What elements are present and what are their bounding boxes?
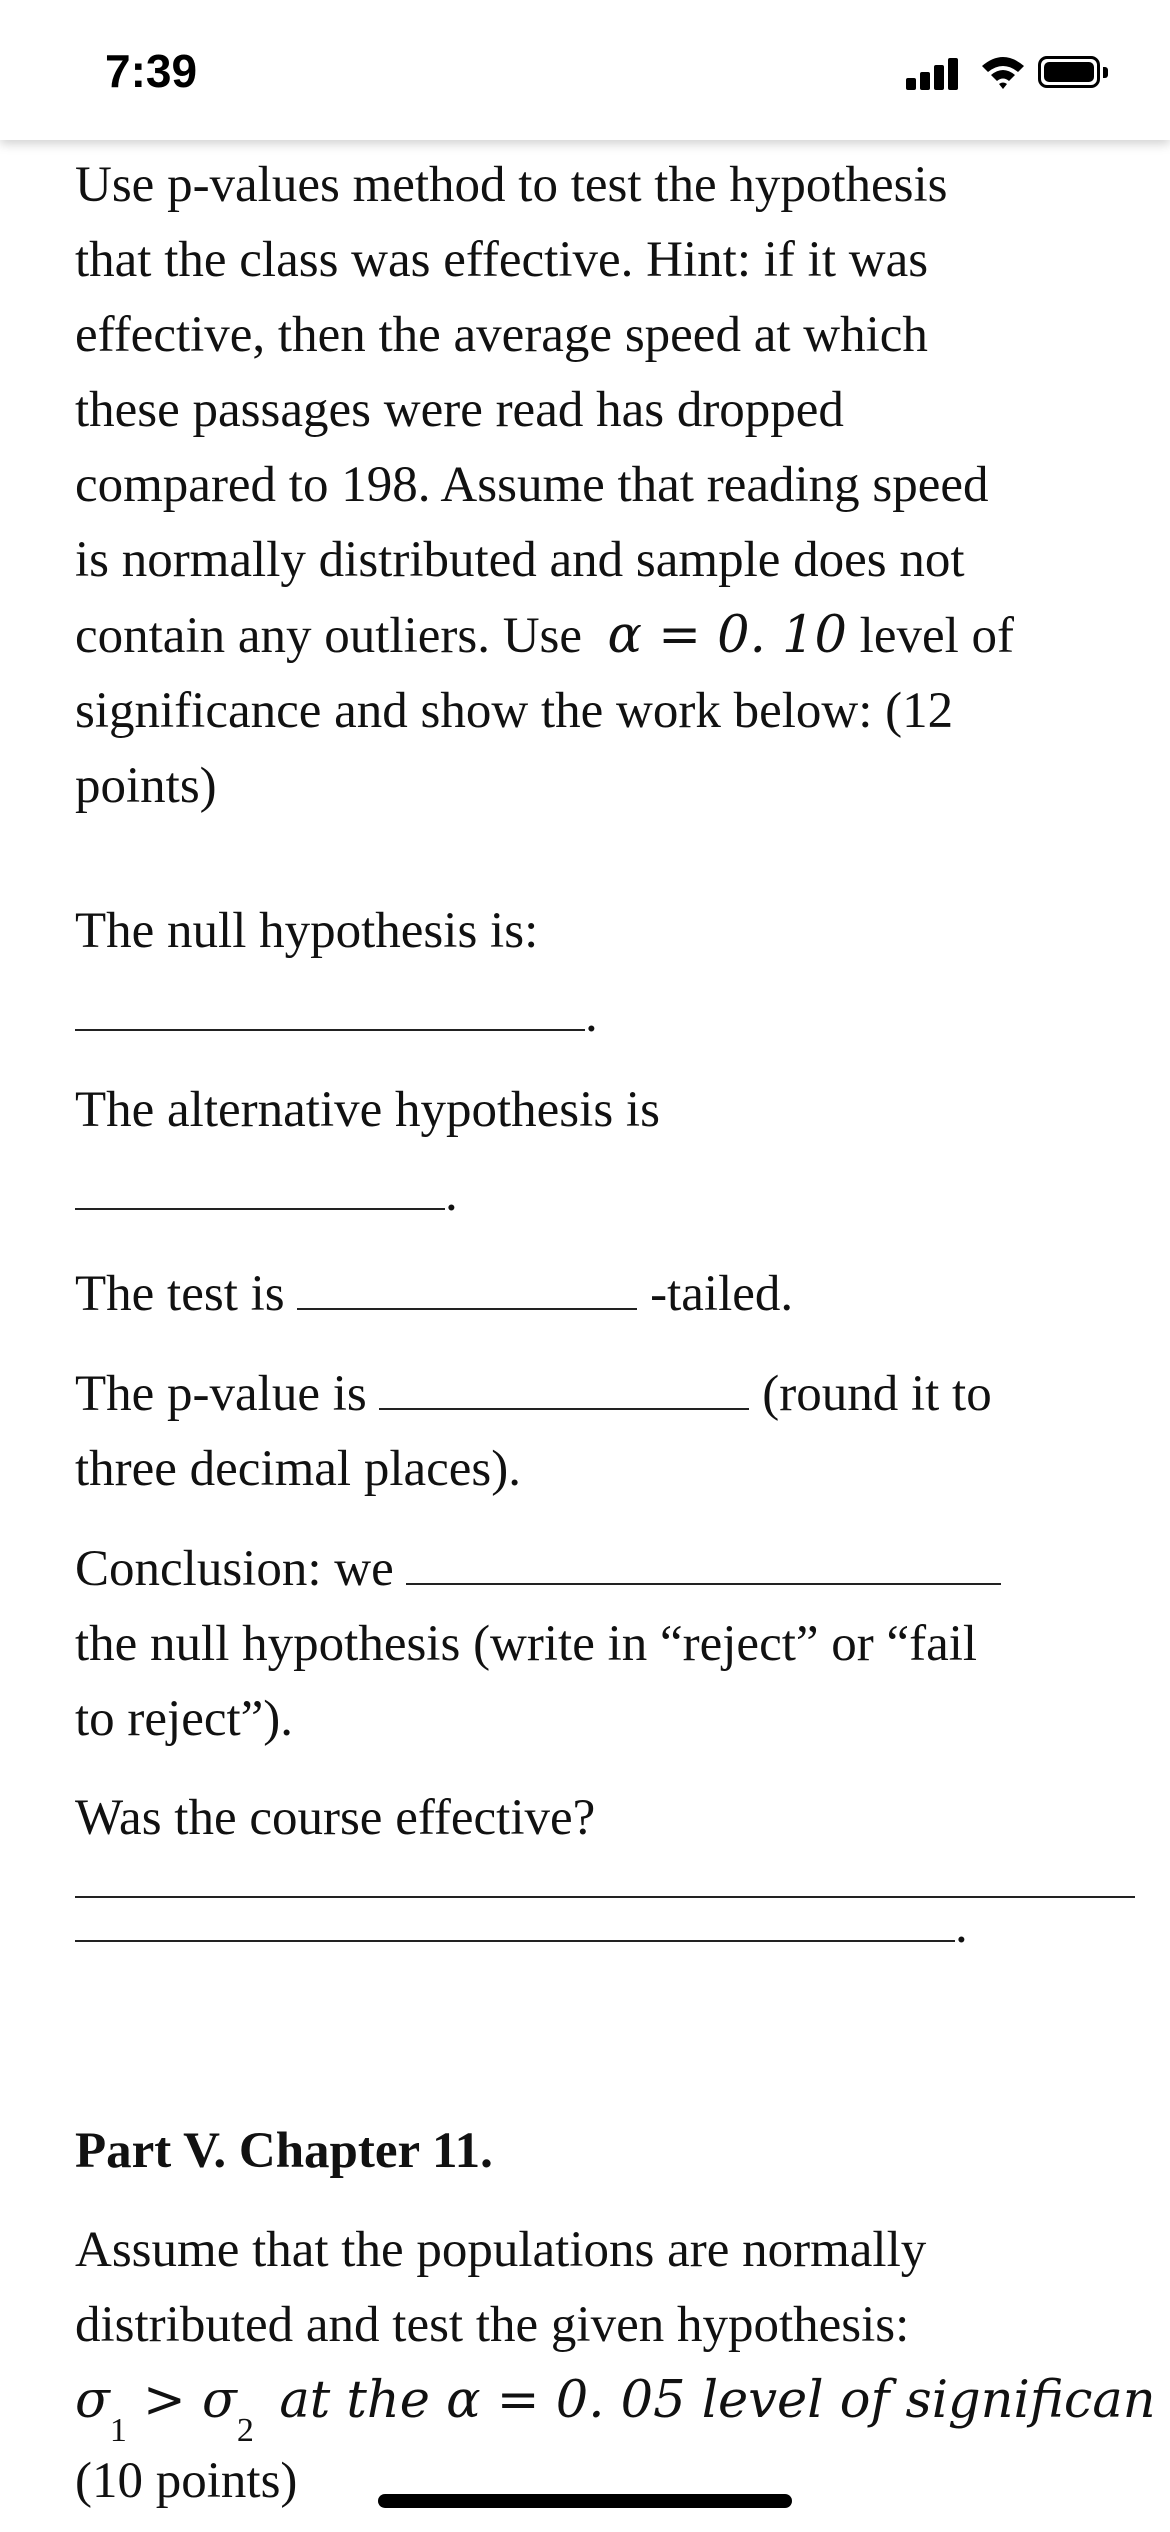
course-answer-line-2[interactable] <box>75 1888 955 1942</box>
null-hypothesis-blank[interactable] <box>75 977 585 1031</box>
home-indicator[interactable] <box>378 2494 792 2508</box>
course-effective-question: Was the course effective? <box>75 1790 596 1846</box>
status-icons <box>900 52 1120 92</box>
intro-line: Use p-values method to test the hypothesis <box>75 157 948 213</box>
subscript-1: 1 <box>109 2412 127 2449</box>
intro-line: effective, then the average speed at which <box>75 307 928 363</box>
conclusion-text: to reject”). <box>75 1691 294 1747</box>
course-answer-line-2-row <box>75 1888 1135 1964</box>
alternative-hypothesis-label: The alternative hypothesis is <box>75 1082 660 1138</box>
sigma-symbol: σ <box>75 2371 110 2430</box>
sigma-symbol: σ <box>201 2371 237 2430</box>
intro-line: significance and show the work below: (12 <box>75 683 954 739</box>
points-label: (10 points) <box>75 2453 298 2509</box>
document-content <box>75 148 1156 2519</box>
p-value-question <box>75 1356 1135 1507</box>
p-value-note: three decimal places). <box>75 1441 522 1497</box>
intro-line: compared to 198. Assume that reading speed <box>75 457 989 513</box>
period: . <box>955 1898 968 1954</box>
period: . <box>585 987 598 1043</box>
test-tail-blank[interactable] <box>297 1256 637 1310</box>
intro-line: points) <box>75 758 217 814</box>
status-time: 7:39 <box>105 45 198 97</box>
alternative-hypothesis-blank[interactable] <box>75 1156 445 1210</box>
test-label: The test is <box>75 1266 285 1322</box>
part-v-heading: Part V. Chapter 11. <box>75 2123 493 2179</box>
null-hypothesis-label: The null hypothesis is: <box>75 903 539 959</box>
part-v-paragraph <box>75 2213 1156 2519</box>
intro-line: is normally distributed and sample does not <box>75 532 965 588</box>
alternative-hypothesis-answer <box>75 1156 1135 1232</box>
signal-icon <box>906 56 958 90</box>
p-value-blank[interactable] <box>379 1356 749 1410</box>
conclusion-label: Conclusion: we <box>75 1541 394 1597</box>
period: . <box>445 1166 458 1222</box>
intro-line: level of <box>859 608 1015 664</box>
intro-line: contain any outliers. Use <box>75 608 583 664</box>
status-bar <box>0 0 1170 140</box>
conclusion-blank[interactable] <box>406 1531 1001 1585</box>
subscript-2: 2 <box>236 2412 254 2449</box>
part-v-line: Assume that the populations are normally <box>75 2222 927 2278</box>
intro-paragraph <box>75 148 1135 824</box>
alpha-value: α = 0. 10 <box>607 606 847 665</box>
p-value-label: The p-value is <box>75 1366 367 1422</box>
null-hypothesis-answer <box>75 977 1135 1053</box>
battery-cap <box>1103 67 1108 78</box>
conclusion-question <box>75 1531 1135 1757</box>
test-tail-question <box>75 1256 1135 1332</box>
hypothesis-formula <box>75 2371 1156 2449</box>
intro-line: that the class was effective. Hint: if it was <box>75 232 929 288</box>
intro-line: these passages were read has dropped <box>75 382 844 438</box>
wifi-icon <box>980 54 1026 90</box>
test-label-suffix: -tailed. <box>650 1266 794 1322</box>
greater-than: > <box>126 2371 202 2430</box>
p-value-label-suffix: (round it to <box>762 1366 992 1422</box>
conclusion-text: the null hypothesis (write in “reject” or “fail <box>75 1616 978 1672</box>
part-v-line: distributed and test the given hypothesis: <box>75 2297 910 2353</box>
battery-icon <box>1038 56 1100 88</box>
significance-statement: at the α = 0. 05 level of significan <box>279 2371 1156 2430</box>
